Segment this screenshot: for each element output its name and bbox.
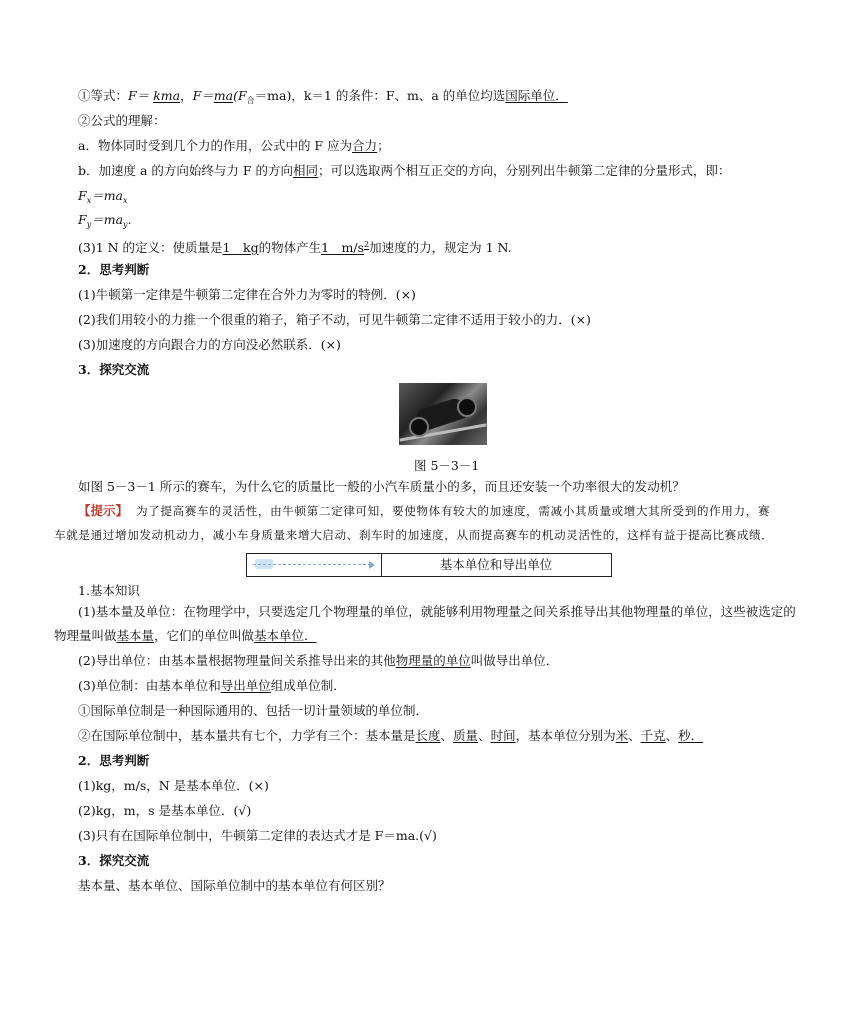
answer-blank: 千克 xyxy=(640,728,666,743)
answer-blank: 导出单位 xyxy=(220,678,271,693)
text: 为了提高赛车的灵活性，由牛顿第二定律可知，要使物体有较大的加速度，需减小其质量或增大其所受到的作用力，赛 xyxy=(135,504,771,518)
text: ＝ma xyxy=(91,212,124,227)
text: F＝ xyxy=(192,88,214,103)
heading: 1.基本知识 xyxy=(78,583,140,598)
answer-blank: 相同 xyxy=(293,163,319,178)
heading: 3．探究交流 xyxy=(78,362,150,377)
text: 、 xyxy=(478,728,491,743)
answer-blank: 长度 xyxy=(415,728,441,743)
equation-line xyxy=(78,88,568,109)
answer-blank: 米 xyxy=(615,728,629,743)
text: (F xyxy=(233,88,247,103)
answer-blank: 基本单位． xyxy=(254,628,317,643)
paragraph: ①国际单位制是一种国际通用的、包括一切计量领域的单位制． xyxy=(78,703,429,718)
answer-blank: 合力 xyxy=(352,138,378,153)
section-decoration xyxy=(247,554,382,576)
answer-blank: 1 kg xyxy=(222,240,259,255)
tip-line: 车就是通过增加发动机动力，减小车身质量来增大启动、刹车时的加速度，从而提高赛车的机动灵活性的，这样有益于提高比赛成绩． xyxy=(54,528,774,542)
subscript: x xyxy=(86,196,92,205)
text: 、 xyxy=(665,728,679,743)
question: 基本量、基本单位、国际单位制中的基本单位有何区别？ xyxy=(78,878,391,893)
heading: 3．探究交流 xyxy=(78,853,150,868)
subscript: y xyxy=(123,220,128,229)
subscript: y xyxy=(86,220,92,229)
text: b．加速度 a 的方向始终与力 F 的方向 xyxy=(78,163,294,178)
paragraph xyxy=(78,728,703,744)
text: a．物体同时受到几个力的作用，公式中的 F 应为 xyxy=(78,138,353,153)
heading: 2．思考判断 xyxy=(78,262,150,277)
text: ， xyxy=(180,88,193,103)
text: F＝ xyxy=(128,88,150,103)
answer-blank: 质量 xyxy=(453,728,479,743)
answer-blank: kma xyxy=(153,88,181,103)
paragraph: ②公式的理解： xyxy=(78,113,166,128)
judgment-item: (1)kg，m/s，N 是基本单位．(×) xyxy=(78,778,269,793)
paragraph xyxy=(78,138,390,154)
superscript: 2 xyxy=(364,240,370,249)
text: . xyxy=(127,212,132,227)
paragraph xyxy=(78,653,558,669)
paragraph xyxy=(54,628,317,644)
answer-blank: 1 m/s xyxy=(321,240,365,255)
text: ； xyxy=(377,138,390,153)
answer-blank: 国际单位． xyxy=(505,88,568,103)
judgment-item: (3)只有在国际单位制中，牛顿第二定律的表达式才是 F＝ma.(√) xyxy=(78,828,437,843)
wheel xyxy=(457,397,477,417)
section-title: 基本单位和导出单位 xyxy=(439,557,553,572)
text: ＝ma xyxy=(91,188,124,203)
judgment-item: (3)加速度的方向跟合力的方向没必然联系．(×) xyxy=(78,337,341,352)
figure-caption: 图 5－3－1 xyxy=(414,458,480,473)
formula-fy xyxy=(78,212,132,233)
answer-blank: 时间 xyxy=(490,728,516,743)
text: F xyxy=(78,212,87,227)
text: ，基本单位分别为 xyxy=(515,728,616,743)
answer-blank: 秒． xyxy=(678,728,704,743)
heading: 2．思考判断 xyxy=(78,753,150,768)
text: 物理量叫做 xyxy=(54,628,117,643)
text: ②在国际单位制中，基本量共有七个，力学有三个：基本量是 xyxy=(78,728,416,743)
formula-fx xyxy=(78,188,128,209)
text: 组成单位制． xyxy=(270,678,346,693)
text: F xyxy=(78,188,87,203)
text: ①等式： xyxy=(78,88,129,103)
subscript: 合 xyxy=(246,96,255,105)
text: ，它们的单位叫做 xyxy=(154,628,255,643)
text: 叫做导出单位． xyxy=(470,653,559,668)
answer-blank: 基本量 xyxy=(116,628,155,643)
question: 如图 5－3－1 所示的赛车，为什么它的质量比一般的小汽车质量小的多，而且还安装一个功率很大的发动机？ xyxy=(78,479,685,494)
section-header xyxy=(246,553,612,577)
judgment-item: (2)我们用较小的力推一个很重的箱子，箱子不动，可见牛顿第二定律不适用于较小的力．(×) xyxy=(78,312,591,327)
text: 的物体产生 xyxy=(258,240,322,255)
paragraph xyxy=(78,163,731,179)
text: 加速度的力，规定为 1 N. xyxy=(369,240,512,255)
paragraph: (1)基本量及单位：在物理学中，只要选定几个物理量的单位，就能够利用物理量之间关系推导出其他物理量的单位，这些被选定的 xyxy=(78,604,796,619)
paragraph xyxy=(78,237,512,256)
answer-blank: ma xyxy=(213,88,234,103)
text: ；可以选取两个相互正交的方向，分别列出牛顿第二定律的分量形式，即： xyxy=(318,163,731,178)
text: ＝ma)，k＝1 的条件：F、m、a 的单位均选 xyxy=(254,88,506,103)
judgment-item: (1)牛顿第一定律是牛顿第二定律在合外力为零时的特例．(×) xyxy=(78,287,416,302)
text: 、 xyxy=(440,728,454,743)
paragraph xyxy=(78,678,346,694)
text: (3)1 N 的定义：使质量是 xyxy=(78,240,223,255)
text: (2)导出单位：由基本量根据物理量间关系推导出来的其他 xyxy=(78,653,396,668)
arrow-icon xyxy=(369,561,375,569)
tip-label: 【提示】 xyxy=(78,503,129,518)
answer-blank: 物理量的单位 xyxy=(395,653,471,668)
race-car-photo xyxy=(399,383,487,445)
text: 、 xyxy=(628,728,641,743)
judgment-item: (2)kg，m，s 是基本单位．(√) xyxy=(78,803,252,818)
arrow-line xyxy=(253,564,371,566)
text: (3)单位制：由基本单位和 xyxy=(78,678,221,693)
wheel xyxy=(409,417,429,437)
tip-line xyxy=(78,503,770,519)
subscript: x xyxy=(123,196,128,205)
